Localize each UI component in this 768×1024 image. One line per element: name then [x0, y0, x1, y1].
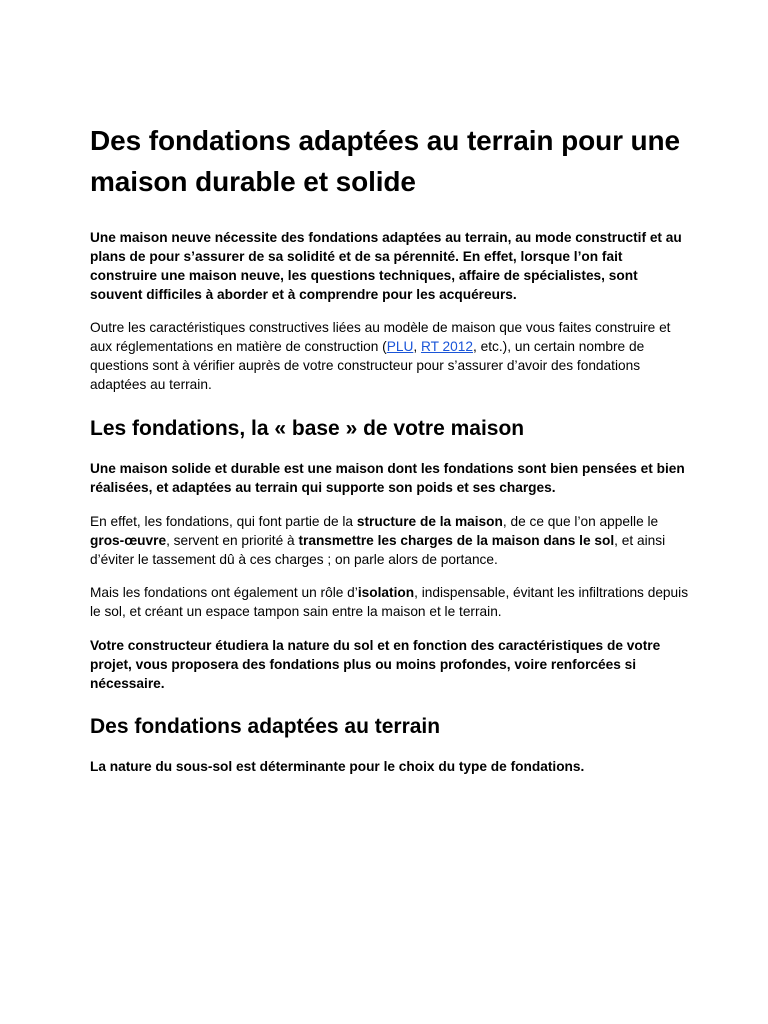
paragraph-structure	[90, 512, 690, 569]
section-heading-base: Les fondations, la « base » de votre maison	[90, 417, 525, 440]
paragraph-construction	[90, 318, 690, 394]
paragraph-text: , de ce que l’on appelle le	[502, 514, 659, 529]
paragraph-text: , servent en priorité à	[166, 533, 299, 548]
bold-charges: transmettre les charges de la maison dans le sol	[298, 533, 615, 548]
document-page	[90, 120, 690, 776]
paragraph-text: Mais les fondations ont également un rôle d’	[90, 585, 358, 600]
intro-paragraph: Une maison neuve nécessite des fondations adaptées au terrain, au mode constructif et au plans de pour s’assurer de sa solidité et de sa pérennité. En effet, lorsque l’on fait construire une maison neuve, les questions techniques, affaire de spécialistes, sont souvent difficiles à aborder et à comprendre pour les acquéreurs.	[90, 230, 682, 302]
bold-gros-oeuvre: gros-œuvre	[90, 533, 167, 548]
paragraph-text: , etc.), un certain nombre de questions sont à vérifier auprès de votre constructeur pour s’assurer d’avoir des fondations adaptées au terrain.	[90, 339, 645, 392]
paragraph-isolation	[90, 583, 690, 621]
paragraph-text: , indispensable, évitant les infiltrations depuis le sol, et créant un espace tampon sain entre la maison et le terrain.	[90, 585, 689, 619]
bold-structure: structure de la maison	[356, 514, 503, 529]
paragraph-constructeur: Votre constructeur étudiera la nature du sol et en fonction des caractéristiques de votre projet, vous proposera des fondations plus ou moins profondes, voire renforcées si nécessaire.	[90, 638, 661, 691]
paragraph-text: Outre les caractéristiques constructives liées au modèle de maison que vous faites construire et aux réglementations en matière de construction (	[90, 320, 671, 354]
section2-lead-paragraph: La nature du sous-sol est déterminante pour le choix du type de fondations.	[90, 759, 585, 774]
rt2012-link[interactable]: RT 2012	[420, 339, 473, 354]
paragraph-text: , et ainsi d’éviter le tassement dû à ces charges ; on parle alors de portance.	[90, 533, 666, 567]
page-title: Des fondations adaptées au terrain pour une maison durable et solide	[90, 125, 681, 197]
paragraph-text: ,	[413, 339, 421, 354]
plu-link[interactable]: PLU	[386, 339, 414, 354]
paragraph-text: En effet, les fondations, qui font partie de la	[90, 514, 357, 529]
section-heading-terrain: Des fondations adaptées au terrain	[90, 715, 441, 738]
section-lead-paragraph: Une maison solide et durable est une maison dont les fondations sont bien pensées et bien réalisées, et adaptées au terrain qui supporte son poids et ses charges.	[90, 461, 685, 495]
bold-isolation: isolation	[357, 585, 415, 600]
